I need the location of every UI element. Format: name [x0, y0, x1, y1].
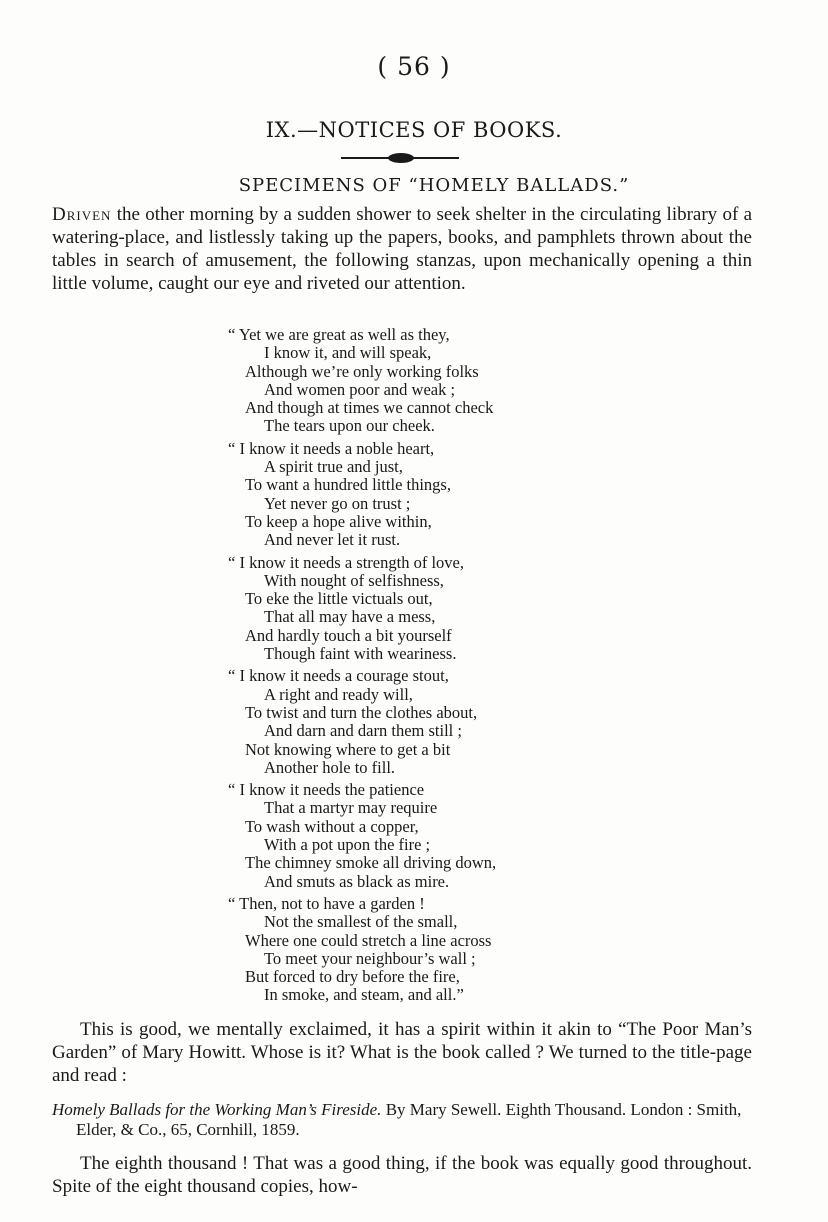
poem-line: And women poor and weak ;	[264, 379, 456, 399]
poem-stanza-3	[228, 554, 668, 664]
poem-line: That all may have a mess,	[264, 607, 436, 627]
poem-line: “ I know it needs the patience	[228, 780, 425, 800]
poem-line: To twist and turn the clothes about,	[245, 702, 478, 722]
body-paragraph-1: This is good, we mentally exclaimed, it has a spirit within it akin to “The Poor Man’s Garden” of Mary Howitt. Whose is it? What is the book called ? We turned to the title-page and read :	[52, 1019, 752, 1086]
poem-line: To keep a hope alive within,	[245, 511, 432, 531]
poem-line: Not knowing where to get a bit	[245, 739, 451, 759]
poem-stanza-2	[228, 440, 668, 550]
poem-line: Though faint with weariness.	[264, 644, 457, 664]
poem-line: To eke the little victuals out,	[245, 589, 433, 609]
poem-line: And never let it rust.	[264, 530, 401, 550]
book-citation	[52, 1100, 752, 1140]
poem-line: A right and ready will,	[264, 684, 413, 704]
poem-line: With a pot upon the fire ;	[264, 835, 431, 855]
article-subheading: SPECIMENS OF “HOMELY BALLADS.”	[238, 175, 630, 196]
ornamental-rule-mark	[388, 153, 414, 163]
poem-stanza-6	[228, 895, 668, 1005]
poem-line: To meet your neighbour’s wall ;	[264, 948, 476, 968]
poem-line: And hardly touch a bit yourself	[245, 625, 452, 645]
poem-line: “ I know it needs a noble heart,	[228, 438, 435, 458]
poem-line: “ I know it needs a strength of love,	[228, 552, 464, 572]
page-number: ( 56 )	[377, 52, 451, 81]
poem-line: “ Yet we are great as well as they,	[228, 325, 450, 344]
citation-details: By Mary Sewell. Eighth Thousand. London : Smith, Elder, & Co., 65, Cornhill, 1859.	[76, 1100, 742, 1139]
intro-drop-word: Driven	[52, 204, 112, 225]
poem-line: In smoke, and steam, and all.”	[264, 985, 464, 1005]
poem-line: Another hole to fill.	[264, 757, 396, 777]
intro-text: the other morning by a sudden shower to seek shelter in the circulating library of a watering-place, and listlessly taking up the papers, books, and pamphlets thrown about the tables in search of amusement, the following stanzas, upon mechanically opening a thin little volume, caught our eye and riveted our attention.	[52, 204, 752, 294]
poem-line: To want a hundred little things,	[245, 475, 451, 495]
poem-line: The chimney smoke all driving down,	[245, 853, 497, 873]
poem-line: To wash without a copper,	[245, 816, 419, 836]
section-heading: IX.—NOTICES OF BOOKS.	[265, 118, 563, 142]
poem-line: Not the smallest of the small,	[264, 912, 458, 932]
poem-line: With nought of selfishness,	[264, 570, 444, 590]
poem	[228, 326, 668, 1009]
poem-line: A spirit true and just,	[264, 457, 403, 477]
intro-paragraph	[52, 203, 752, 295]
poem-line: That a martyr may require	[264, 798, 438, 818]
citation-title: Homely Ballads for the Working Man’s Fireside.	[52, 1100, 382, 1119]
poem-line: “ Then, not to have a garden !	[228, 893, 425, 913]
body-paragraph-2: The eighth thousand ! That was a good thing, if the book was equally good throughout. Spite of the eight thousand copies, how-	[52, 1153, 752, 1197]
poem-line: And though at times we cannot check	[245, 398, 494, 418]
poem-line: But forced to dry before the fire,	[245, 967, 460, 987]
poem-line: Yet never go on trust ;	[264, 493, 411, 513]
poem-line: Where one could stretch a line across	[245, 930, 492, 950]
poem-stanza-4	[228, 667, 668, 777]
poem-stanza-5	[228, 781, 668, 891]
poem-line: And smuts as black as mire.	[264, 871, 450, 891]
poem-line: Although we’re only working folks	[245, 361, 479, 381]
poem-line: And darn and darn them still ;	[264, 721, 462, 741]
poem-stanza-1	[228, 326, 668, 436]
poem-line: The tears upon our cheek.	[264, 416, 435, 436]
poem-line: I know it, and will speak,	[264, 343, 432, 363]
poem-line: “ I know it needs a courage stout,	[228, 666, 449, 686]
